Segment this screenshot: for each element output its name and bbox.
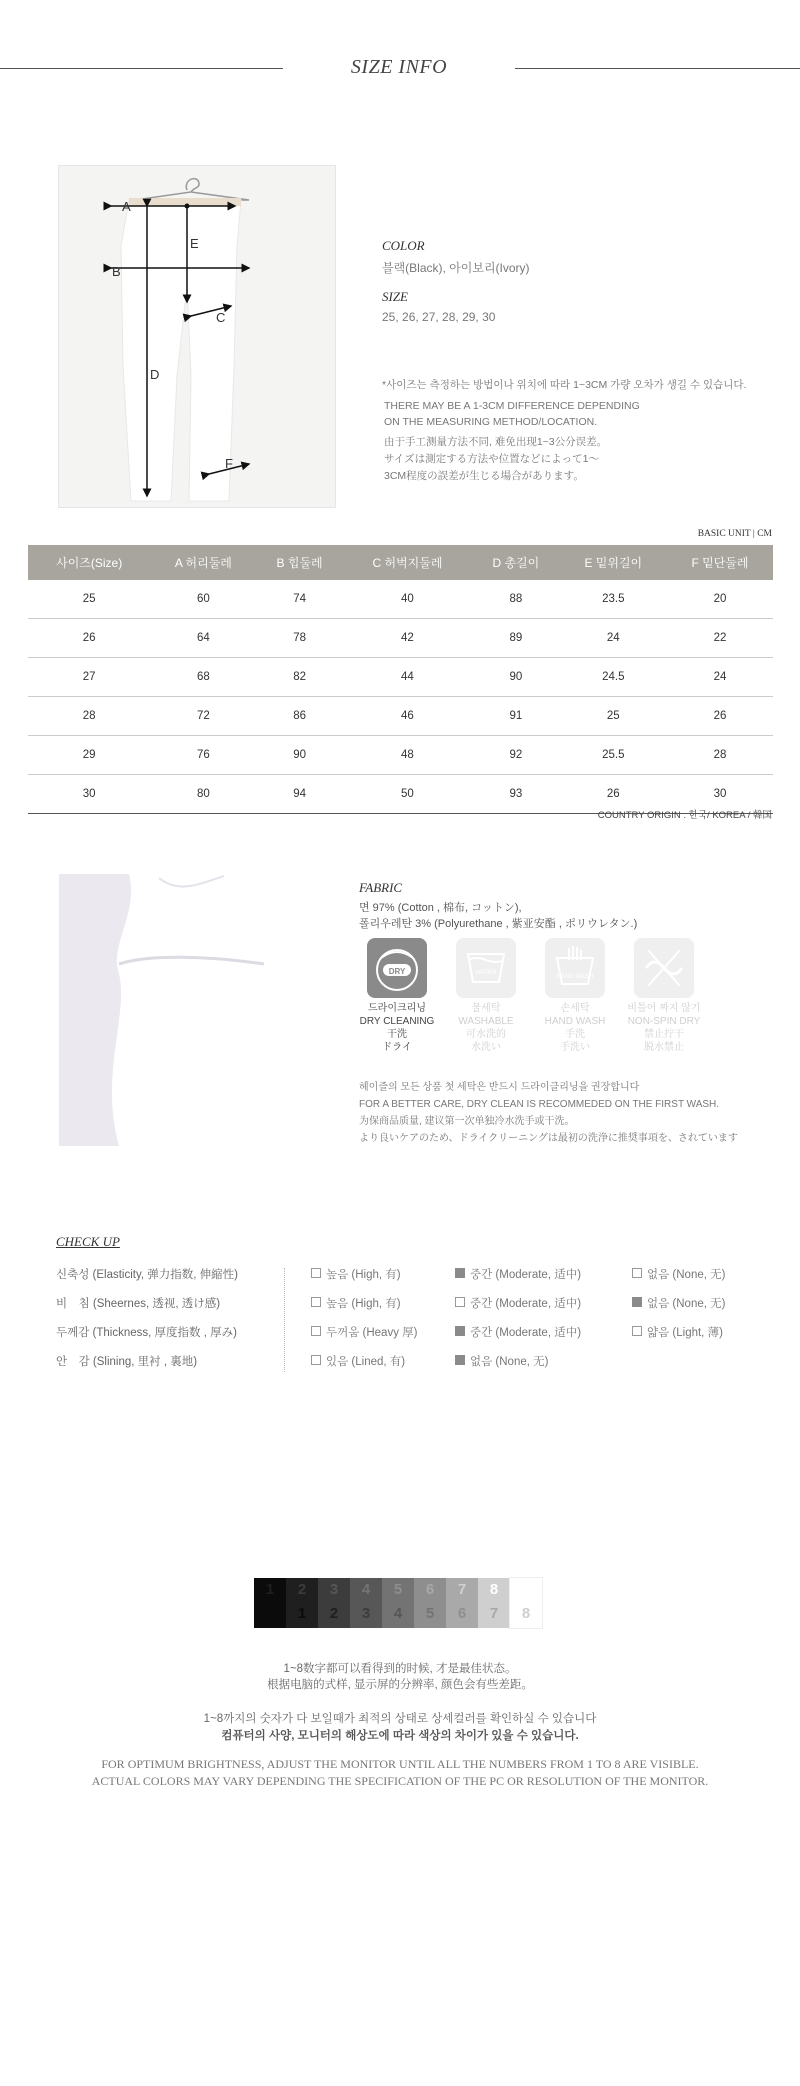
basic-unit-label: BASIC UNIT | CM — [697, 529, 772, 539]
check-up-option-text: 없음 (None, 无) — [647, 1269, 726, 1281]
care-non-spin-dry: 비틀어 짜지 않기 NON-SPIN DRY 禁止拧干 脱水禁止 — [621, 938, 707, 1054]
check-up-option-text: 없음 (None, 无) — [470, 1356, 549, 1368]
table-cell: 50 — [343, 775, 472, 814]
swatch-number-top: 3 — [329, 1581, 339, 1598]
swatch-cell — [510, 1578, 542, 1628]
check-up-option — [311, 1324, 417, 1340]
check-up-divider — [284, 1268, 285, 1372]
swatch-number-bottom: 6 — [457, 1605, 467, 1622]
measure-note-cn: 由于手工测量方法不同, 难免出现1~3公分误差。 — [384, 436, 608, 448]
table-cell: 26 — [28, 619, 150, 658]
diagram-label-a: A — [122, 199, 131, 214]
svg-text:WATER: WATER — [475, 970, 497, 976]
swatch-number-bottom: 5 — [425, 1605, 435, 1622]
color-heading: COLOR — [382, 238, 425, 253]
wash-tub-icon — [456, 938, 516, 998]
check-up-option-text: 높음 (High, 有) — [326, 1298, 401, 1310]
checked-box-icon — [632, 1297, 642, 1307]
check-up-option — [455, 1324, 581, 1340]
table-cell: 23.5 — [560, 580, 667, 619]
country-origin: COUNTRY ORIGIN : 한국/ KOREA / 韓国 — [597, 810, 772, 821]
monitor-note-en-2: ACTUAL COLORS MAY VARY DEPENDING THE SPECIFICATION OF THE PC OR RESOLUTION OF THE MONITOR. — [91, 1774, 709, 1788]
monitor-note-en-1: FOR OPTIMUM BRIGHTNESS, ADJUST THE MONITOR UNTIL ALL THE NUMBERS FROM 1 TO 8 ARE VISIBLE. — [101, 1757, 699, 1771]
table-cell: 29 — [28, 736, 150, 775]
pants-illustration — [59, 166, 335, 507]
check-up-label: 두께감 (Thickness, 厚度指数 , 厚み) — [56, 1327, 237, 1339]
column-header: B 힙둘레 — [256, 545, 342, 580]
swatch-number-bottom: 1 — [297, 1605, 307, 1622]
swatch-cell — [382, 1578, 414, 1628]
header-divider-right — [515, 68, 800, 69]
page-title: SIZE INFO — [350, 56, 448, 78]
size-table — [28, 545, 773, 814]
unchecked-box-icon — [455, 1297, 465, 1307]
table-cell: 74 — [256, 580, 342, 619]
table-cell: 60 — [150, 580, 256, 619]
unchecked-box-icon — [311, 1297, 321, 1307]
check-up-label: 비 침 (Sheernes, 透视, 透け感) — [56, 1298, 221, 1310]
check-up-option — [311, 1266, 401, 1282]
check-up-option — [455, 1295, 581, 1311]
check-up-label: 신축성 (Elasticity, 弹力指数, 伸縮性) — [56, 1269, 238, 1281]
table-cell: 28 — [28, 697, 150, 736]
size-heading: SIZE — [382, 289, 408, 304]
table-cell: 48 — [343, 736, 472, 775]
column-header: 사이즈(Size) — [28, 545, 150, 580]
swatch-number-top: 7 — [457, 1581, 467, 1598]
dry-clean-icon — [367, 938, 427, 998]
swatch-number-bottom: 8 — [521, 1605, 531, 1622]
table-cell: 68 — [150, 658, 256, 697]
table-cell: 72 — [150, 697, 256, 736]
column-header: F 밑단둘레 — [667, 545, 773, 580]
checked-box-icon — [455, 1268, 465, 1278]
swatch-number-bottom: 7 — [489, 1605, 499, 1622]
diagram-label-f: F — [225, 456, 233, 471]
swatch-cell — [478, 1578, 510, 1628]
measure-note-en-2: ON THE MEASURING METHOD/LOCATION. — [384, 416, 598, 428]
diagram-label-d: D — [150, 367, 160, 382]
monitor-calibration-swatches — [254, 1578, 542, 1628]
swatch-number-top: 4 — [361, 1581, 371, 1598]
table-row — [28, 658, 773, 697]
monitor-note-kr-1: 1~8까지의 숫자가 다 보일때가 최적의 상태로 상세컬러를 확인하실 수 있습니다 — [203, 1713, 597, 1725]
swatch-cell — [318, 1578, 350, 1628]
table-cell: 26 — [560, 775, 667, 814]
unchecked-box-icon — [311, 1355, 321, 1365]
check-up-option-text: 높음 (High, 有) — [326, 1269, 401, 1281]
swatch-number-bottom: 4 — [393, 1605, 403, 1622]
table-cell: 24.5 — [560, 658, 667, 697]
column-header: C 허벅지둘레 — [343, 545, 472, 580]
no-wring-icon — [634, 938, 694, 998]
table-row — [28, 736, 773, 775]
table-cell: 86 — [256, 697, 342, 736]
table-cell: 42 — [343, 619, 472, 658]
table-cell: 90 — [472, 658, 560, 697]
fabric-composition-cotton: 면 97% (Cotton , 棉布, コットン), — [359, 902, 522, 914]
check-up-option — [455, 1266, 581, 1282]
table-cell: 25.5 — [560, 736, 667, 775]
check-up-option-text: 두꺼움 (Heavy 厚) — [326, 1327, 418, 1339]
check-up-option — [455, 1353, 548, 1369]
table-cell: 93 — [472, 775, 560, 814]
check-up-option-text: 없음 (None, 无) — [647, 1298, 726, 1310]
checked-box-icon — [455, 1355, 465, 1365]
dry-icon-text: DRY — [388, 967, 406, 976]
column-header: A 허리둘레 — [150, 545, 256, 580]
care-note-cn: 为保商品质量, 建议第一次单独冷水洗手或干洗。 — [359, 1116, 575, 1127]
table-cell: 40 — [343, 580, 472, 619]
table-row — [28, 580, 773, 619]
unchecked-box-icon — [632, 1268, 642, 1278]
table-cell: 22 — [667, 619, 773, 658]
color-value: 블랙(Black), 아이보리(Ivory) — [382, 261, 530, 275]
swatch-cell — [254, 1578, 286, 1628]
check-up-option — [632, 1324, 723, 1340]
measure-note-jp-1: サイズは測定する方法や位置などによって1～ — [384, 453, 599, 465]
table-cell: 30 — [667, 775, 773, 814]
table-cell: 89 — [472, 619, 560, 658]
swatch-cell — [286, 1578, 318, 1628]
diagram-label-e: E — [190, 236, 199, 251]
measurement-diagram — [58, 165, 336, 508]
table-cell: 80 — [150, 775, 256, 814]
table-cell: 24 — [560, 619, 667, 658]
monitor-note-cn-1: 1~8数字都可以看得到的时候, 才是最佳状态。 — [283, 1663, 517, 1675]
swatch-cell — [414, 1578, 446, 1628]
swatch-number-bottom: 3 — [361, 1605, 371, 1622]
measure-note-en-1: THERE MAY BE A 1-3CM DIFFERENCE DEPENDING — [384, 400, 640, 412]
size-table-header — [28, 545, 773, 580]
fabric-photo — [59, 874, 315, 1146]
unchecked-box-icon — [311, 1326, 321, 1336]
unchecked-box-icon — [311, 1268, 321, 1278]
table-cell: 30 — [28, 775, 150, 814]
care-note-jp: より良いケアのため、ドライクリーニングは最初の洗浄に推奨事項を、されています — [359, 1133, 738, 1144]
diagram-label-c: C — [216, 310, 226, 325]
table-cell: 91 — [472, 697, 560, 736]
swatch-number-top: 2 — [297, 1581, 307, 1598]
table-cell: 78 — [256, 619, 342, 658]
measure-note-jp-2: 3CM程度の誤差が生じる場合があります。 — [384, 470, 584, 482]
table-cell: 28 — [667, 736, 773, 775]
diagram-label-b: B — [112, 264, 121, 279]
check-up-option — [311, 1295, 401, 1311]
table-cell: 27 — [28, 658, 150, 697]
svg-text:HAND WASH: HAND WASH — [556, 974, 594, 980]
column-header: D 총길이 — [472, 545, 560, 580]
check-up-option-text: 중간 (Moderate, 适中) — [470, 1327, 582, 1339]
table-cell: 25 — [28, 580, 150, 619]
swatch-number-top: 1 — [265, 1581, 275, 1598]
swatch-cell — [446, 1578, 478, 1628]
care-washable: WATER 물세탁 WASHABLE 可水洗的 水洗い — [443, 938, 529, 1054]
check-up-heading: CHECK UP — [56, 1234, 120, 1249]
table-cell: 88 — [472, 580, 560, 619]
unchecked-box-icon — [632, 1326, 642, 1336]
table-row — [28, 697, 773, 736]
table-cell: 76 — [150, 736, 256, 775]
check-up-option-text: 얇음 (Light, 薄) — [647, 1327, 723, 1339]
swatch-number-top: 8 — [489, 1581, 499, 1598]
swatch-number-top: 6 — [425, 1581, 435, 1598]
care-hand-wash: HAND WASH 손세탁 HAND WASH 手洗 手洗い — [532, 938, 618, 1054]
table-cell: 82 — [256, 658, 342, 697]
check-up-option — [632, 1295, 725, 1311]
hand-wash-icon — [545, 938, 605, 998]
table-cell: 64 — [150, 619, 256, 658]
checked-box-icon — [455, 1326, 465, 1336]
care-note-en: FOR A BETTER CARE, DRY CLEAN IS RECOMMEDED ON THE FIRST WASH. — [359, 1099, 720, 1110]
table-cell: 94 — [256, 775, 342, 814]
care-note-kr: 헤이즐의 모든 상품 첫 세탁은 반드시 드라이클리닝을 권장합니다 — [359, 1082, 640, 1093]
table-cell: 25 — [560, 697, 667, 736]
fabric-heading: FABRIC — [359, 880, 403, 895]
care-dry-cleaning: DRY 드라이크리닝 DRY CLEANING 干洗 ドライ — [354, 938, 440, 1054]
check-up-option — [311, 1353, 405, 1369]
table-cell: 20 — [667, 580, 773, 619]
swatch-cell — [350, 1578, 382, 1628]
table-cell: 44 — [343, 658, 472, 697]
column-header: E 밑위길이 — [560, 545, 667, 580]
table-cell: 92 — [472, 736, 560, 775]
swatch-number-bottom: 2 — [329, 1605, 339, 1622]
table-cell: 90 — [256, 736, 342, 775]
check-up-label: 안 감 (Slining, 里衬 , 裏地) — [56, 1356, 198, 1368]
check-up-option — [632, 1266, 725, 1282]
table-cell: 46 — [343, 697, 472, 736]
monitor-note-cn-2: 根据电脑的式样, 显示屏的分辨率, 颜色会有些差距。 — [267, 1679, 533, 1691]
swatch-number-top: 5 — [393, 1581, 403, 1598]
check-up-option-text: 중간 (Moderate, 适中) — [470, 1269, 582, 1281]
table-cell: 26 — [667, 697, 773, 736]
table-row — [28, 619, 773, 658]
measure-note-kr: *사이즈는 측정하는 방법이나 위치에 따라 1~3CM 가량 오차가 생길 수 있습니다. — [382, 379, 747, 391]
monitor-note-kr-2: 컴퓨터의 사양, 모니터의 해상도에 따라 색상의 차이가 있을 수 있습니다. — [221, 1730, 579, 1742]
table-cell: 24 — [667, 658, 773, 697]
check-up-option-text: 있음 (Lined, 有) — [326, 1356, 406, 1368]
header-divider-left — [0, 68, 283, 69]
fabric-composition-polyurethane: 폴리우레탄 3% (Polyurethane , 紫亚安酯 , ポリウレタン.) — [359, 918, 638, 930]
size-value: 25, 26, 27, 28, 29, 30 — [382, 310, 496, 324]
check-up-option-text: 중간 (Moderate, 适中) — [470, 1298, 582, 1310]
